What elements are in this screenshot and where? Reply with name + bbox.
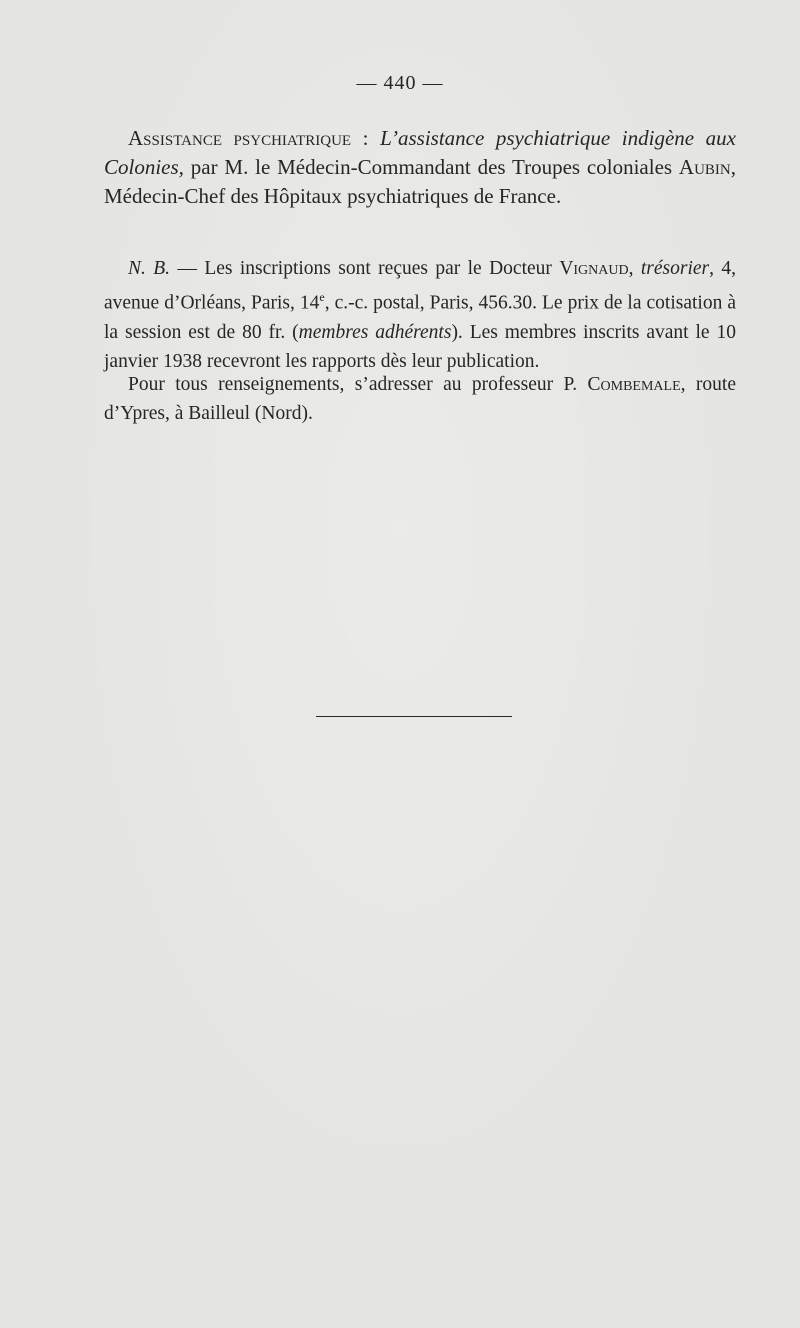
note-text-5: ). Les membres inscrits avant le 10 janvier 1938 recevront les rapports dès leur publication. bbox=[104, 321, 736, 372]
contact-paragraph bbox=[104, 370, 736, 428]
note-text-4: , c.-c. postal, Paris, 456.30. Le prix de la cotisation à la session est de 80 fr. ( bbox=[104, 292, 736, 343]
paragraph-assistance bbox=[104, 124, 736, 211]
section-label: Assistance psychiatrique bbox=[128, 126, 352, 150]
professor-name: Combemale bbox=[587, 374, 681, 395]
author-name: Aubin bbox=[678, 155, 731, 179]
treasurer-role: trésorier bbox=[640, 258, 710, 279]
contact-text-1: Pour tous renseignements, s’adresser au professeur P. bbox=[128, 374, 588, 395]
colon-text: : bbox=[351, 126, 381, 150]
paragraph-contact bbox=[104, 370, 736, 428]
paragraph1-text-2: , Médecin-Chef des Hôpitaux psychiatriques de France. bbox=[104, 155, 736, 208]
page-number: — 440 — bbox=[356, 72, 444, 94]
superscript-e: e bbox=[319, 290, 325, 304]
note-text-2: , bbox=[628, 258, 641, 279]
note-text-3: , 4, avenue d’Orléans, Paris, 14 bbox=[104, 258, 737, 314]
paragraph-note bbox=[104, 254, 736, 376]
treasurer-name: Vignaud bbox=[559, 258, 629, 279]
report-title: L’assistance psychiatrique indigène aux Colonies, bbox=[104, 126, 736, 179]
nb-label: N. B. bbox=[128, 258, 171, 279]
separator-rule bbox=[316, 716, 512, 717]
members-label: membres adhérents bbox=[298, 321, 452, 343]
paragraph1-text-1: par M. le Médecin-Commandant des Troupes coloniales bbox=[183, 155, 679, 179]
contact-text-2: , route d’Ypres, à Bailleul (Nord). bbox=[104, 374, 736, 424]
note-paragraph bbox=[104, 254, 736, 376]
note-text-1: — Les inscriptions sont reçues par le Docteur bbox=[170, 258, 560, 279]
